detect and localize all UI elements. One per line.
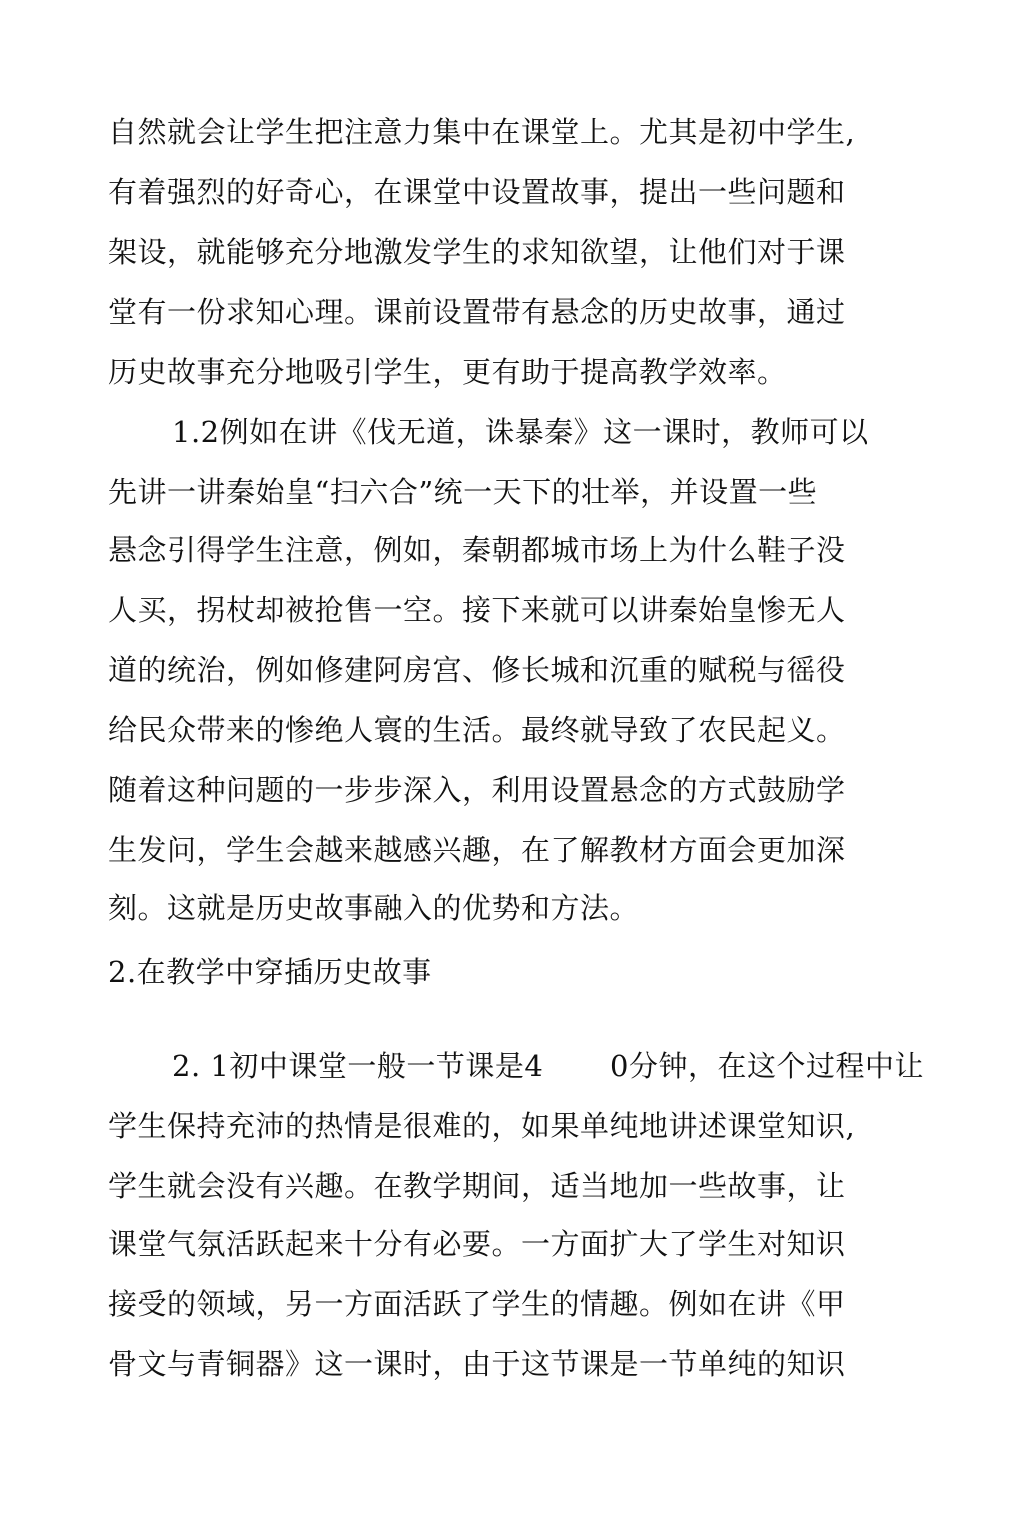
text-line: 骨文与青铜器》这一课时，由于这节课是一节单纯的知识 [108, 1347, 846, 1381]
text-line: 自然就会让学生把注意力集中在课堂上。尤其是初中学生, [108, 115, 856, 149]
text-line: 给民众带来的惨绝人寰的生活。最终就导致了农民起义。 [108, 713, 846, 747]
text-line: 悬念引得学生注意，例如，秦朝都城市场上为什么鞋子没 [108, 533, 846, 567]
text-line: 道的统治，例如修建阿房宫、修长城和沉重的赋税与徭役 [108, 653, 846, 687]
text-line: 先讲一讲秦始皇“扫六合”统一天下的壮举，并设置一些 [108, 475, 818, 509]
text-line: 有着强烈的好奇心，在课堂中设置故事，提出一些问题和 [108, 175, 846, 209]
text-line: 随着这种问题的一步步深入，利用设置悬念的方式鼓励学 [108, 773, 846, 807]
text-line-part: 0分钟，在这个过程中让 [610, 1049, 924, 1083]
section-heading: 2.在教学中穿插历史故事 [108, 955, 432, 989]
text-line: 堂有一份求知心理。课前设置带有悬念的历史故事，通过 [108, 295, 846, 329]
text-line: 刻。这就是历史故事融入的优势和方法。 [108, 891, 640, 925]
text-line: 1.2例如在讲《伐无道，诛暴秦》这一课时，教师可以 [172, 415, 869, 449]
text-line: 学生保持充沛的热情是很难的，如果单纯地讲述课堂知识, [108, 1109, 856, 1143]
text-line: 人买，拐杖却被抢售一空。接下来就可以讲秦始皇惨无人 [108, 593, 846, 627]
text-line-part: 2. 1初中课堂一般一节课是4 [172, 1049, 544, 1083]
text-line: 生发问，学生会越来越感兴趣，在了解教材方面会更加深 [108, 833, 846, 867]
text-line: 接受的领域，另一方面活跃了学生的情趣。例如在讲《甲 [108, 1287, 846, 1321]
text-line: 学生就会没有兴趣。在教学期间，适当地加一些故事，让 [108, 1169, 846, 1203]
text-line: 架设，就能够充分地激发学生的求知欲望，让他们对于课 [108, 235, 846, 269]
text-line: 历史故事充分地吸引学生，更有助于提高教学效率。 [108, 355, 787, 389]
text-line: 课堂气氛活跃起来十分有必要。一方面扩大了学生对知识 [108, 1227, 846, 1261]
